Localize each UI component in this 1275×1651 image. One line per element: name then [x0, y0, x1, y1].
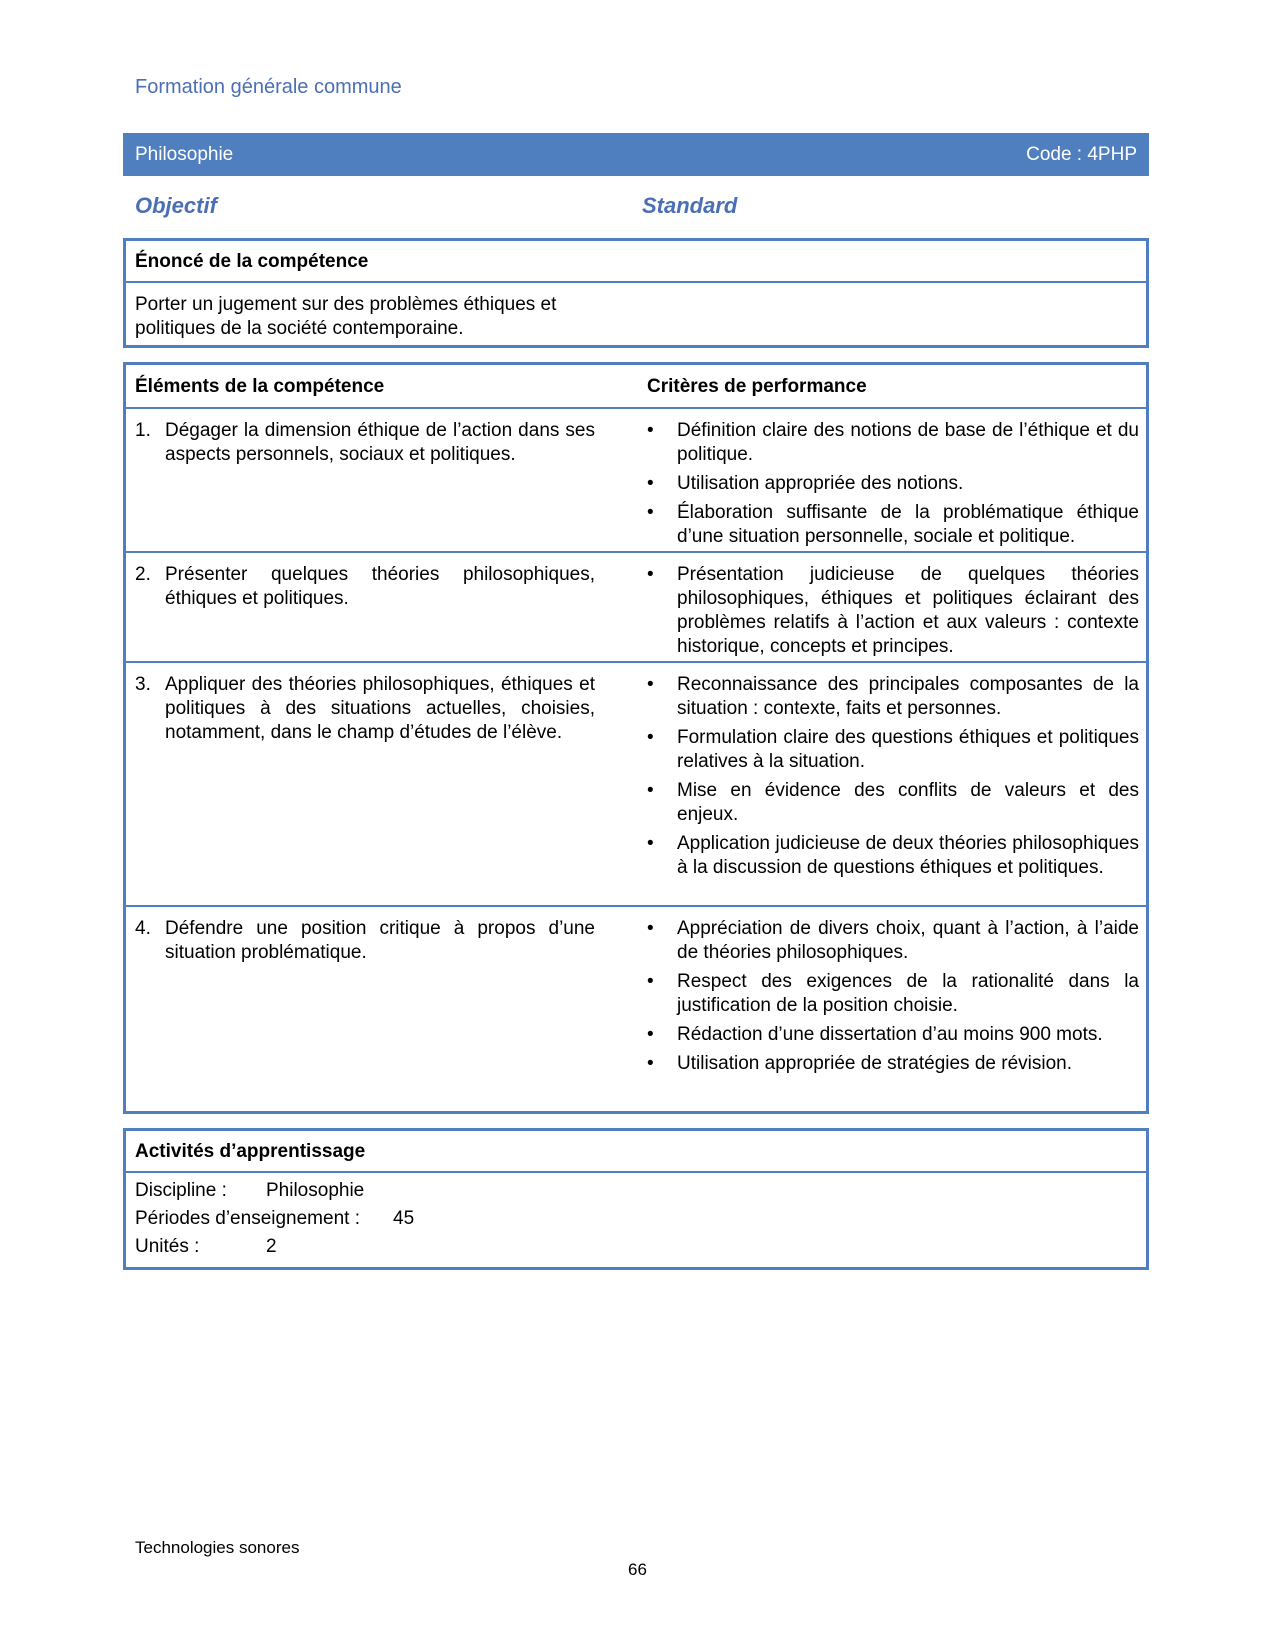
periodes-value: 45 — [393, 1208, 415, 1229]
criterion-item: • Respect des exigences de la rationalité dans la justification de la position choisie. — [647, 971, 1139, 1016]
periodes-label: Périodes d’enseignement : — [135, 1208, 360, 1229]
unites-line — [126, 1233, 1146, 1261]
criterion-item: • Application judicieuse de deux théories philosophiques à la discussion de questions éthiques et politiques. — [647, 833, 1139, 878]
element-text: Dégager la dimension éthique de l’action dans ses aspects personnels, sociaux et politiques. — [165, 420, 595, 465]
objective-standard-row — [135, 193, 1149, 223]
course-code: Code : 4PHP — [1026, 143, 1137, 165]
col-criteres-title: Critères de performance — [647, 376, 867, 397]
activites-box — [123, 1128, 1149, 1270]
bullet-icon: • — [647, 971, 654, 992]
bullet-icon: • — [647, 918, 654, 939]
discipline-label: Discipline : — [135, 1180, 227, 1201]
element-cell — [135, 563, 595, 611]
bullet-icon: • — [647, 564, 654, 585]
criteria-cell — [647, 419, 1139, 554]
course-header-bar — [123, 133, 1149, 176]
element-text: Appliquer des théories philosophiques, éthiques et politiques à des situations actuelles, choisies, notamment, dans le champ d’études de l’élève. — [165, 674, 595, 743]
elements-table — [123, 362, 1149, 1114]
bullet-icon: • — [647, 502, 654, 523]
discipline-line — [126, 1177, 1146, 1205]
criterion-item: • Mise en évidence des conflits de valeurs et des enjeux. — [647, 780, 1139, 825]
criterion-item: • Présentation judicieuse de quelques théories philosophiques, éthiques et politiques éclairant des problèmes relatifs à l’action et aux valeurs : contexte historique, concepts et principes. — [647, 564, 1139, 657]
criterion-item: • Rédaction d’une dissertation d’au moins 900 mots. — [647, 1024, 1103, 1045]
bullet-icon: • — [647, 727, 654, 748]
element-cell — [135, 917, 595, 965]
unites-label: Unités : — [135, 1236, 200, 1257]
bullet-icon: • — [647, 780, 654, 801]
discipline-value: Philosophie — [266, 1180, 365, 1201]
element-text: Défendre une position critique à propos d’une situation problématique. — [165, 918, 595, 963]
bullet-icon: • — [647, 1024, 654, 1045]
footer-program: Technologies sonores — [135, 1538, 300, 1557]
unites-value: 2 — [266, 1236, 277, 1257]
section-title: Formation générale commune — [135, 76, 402, 98]
bullet-icon: • — [647, 420, 654, 441]
criterion-item: • Appréciation de divers choix, quant à l’action, à l’aide de théories philosophiques. — [647, 918, 1139, 963]
elements-table-header — [126, 365, 1146, 409]
criterion-item: • Utilisation appropriée des notions. — [647, 473, 964, 494]
course-name: Philosophie — [135, 143, 234, 165]
criteria-cell — [647, 563, 1139, 664]
bullet-icon: • — [647, 1053, 654, 1074]
bullet-icon: • — [647, 674, 654, 695]
criterion-item: • Reconnaissance des principales composantes de la situation : contexte, faits et personnes. — [647, 674, 1139, 719]
table-row — [126, 409, 1146, 553]
element-number: 1. — [135, 420, 151, 441]
element-cell — [135, 673, 595, 745]
element-number: 3. — [135, 674, 151, 695]
col-elements-title: Éléments de la compétence — [135, 376, 385, 397]
table-row — [126, 907, 1146, 1111]
page-number: 66 — [628, 1560, 647, 1579]
activites-title: Activités d’apprentissage — [126, 1131, 1146, 1173]
element-text: Présenter quelques théories philosophiques, éthiques et politiques. — [165, 564, 595, 609]
enonce-title: Énoncé de la compétence — [126, 241, 1146, 283]
standard-label: Standard — [642, 193, 738, 218]
element-number: 2. — [135, 564, 151, 585]
criteria-cell — [647, 917, 1139, 1081]
enonce-text: Porter un jugement sur des problèmes éthiques et politiques de la société contemporaine. — [135, 294, 557, 339]
criteria-cell — [647, 673, 1139, 885]
element-number: 4. — [135, 918, 151, 939]
criterion-item: • Formulation claire des questions éthiques et politiques relatives à la situation. — [647, 727, 1139, 772]
table-row — [126, 663, 1146, 907]
element-cell — [135, 419, 595, 467]
bullet-icon: • — [647, 473, 654, 494]
table-row — [126, 553, 1146, 663]
enonce-box — [123, 238, 1149, 348]
criterion-item: • Utilisation appropriée de stratégies de révision. — [647, 1053, 1072, 1074]
periodes-line — [126, 1205, 1146, 1233]
bullet-icon: • — [647, 833, 654, 854]
objective-label: Objectif — [135, 193, 217, 218]
criterion-item: • Élaboration suffisante de la problématique éthique d’une situation personnelle, sociale et politique. — [647, 502, 1139, 547]
criterion-item: • Définition claire des notions de base de l’éthique et du politique. — [647, 420, 1139, 465]
